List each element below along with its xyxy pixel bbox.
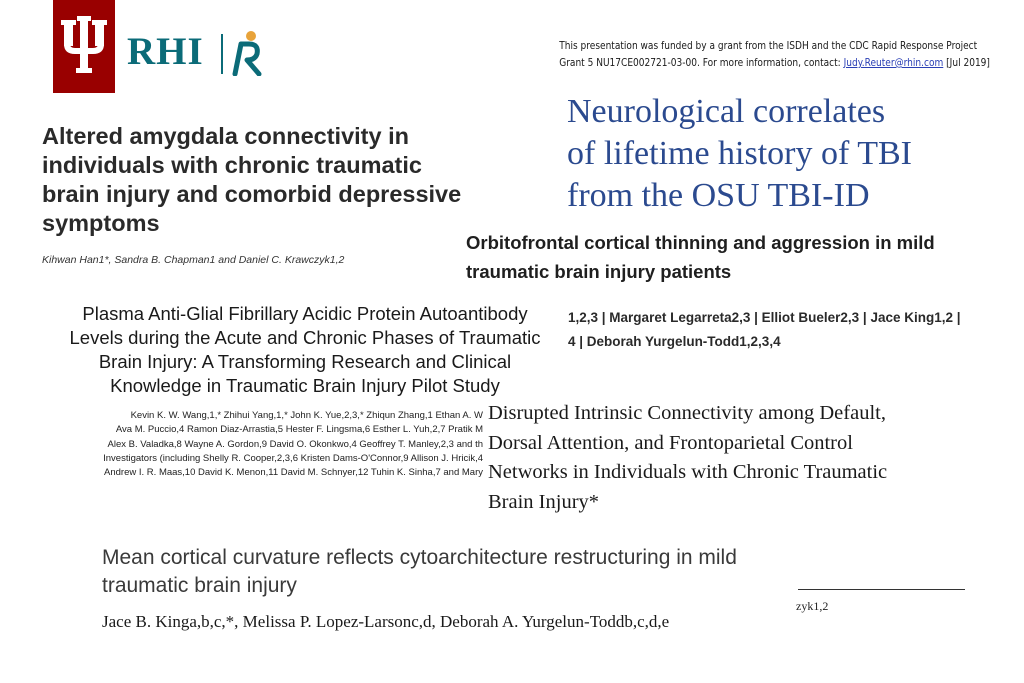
- author-line: 1,2,3 | Margaret Legarreta2,3 | Elliot Bueler2,3 | Jace King1,2 |: [568, 310, 961, 325]
- paper-amygdala-authors: Kihwan Han1*, Sandra B. Chapman1 and Daniel C. Krawczyk1,2: [42, 254, 345, 266]
- author-line: 4 | Deborah Yurgelun-Todd1,2,3,4: [568, 334, 781, 349]
- title-line: brain injury and comorbid depressive: [42, 181, 462, 207]
- title-line: traumatic brain injury: [102, 574, 297, 597]
- paper-gfap-authors: [43, 409, 483, 480]
- author-line: Andrew I. R. Maas,10 David K. Menon,11 David M. Schnyer,12 Tuhin K. Sinha,7 and Mary: [104, 467, 483, 479]
- funding-grant-text: Grant 5 NU17CE002721-03-00. For more information, contact:: [559, 57, 841, 69]
- title-line: Altered amygdala connectivity in: [42, 123, 409, 149]
- slide-title-line: of lifetime history of TBI: [567, 135, 912, 172]
- slide-title-line: Neurological correlates: [567, 93, 886, 130]
- title-line: Dorsal Attention, and Frontoparietal Control: [488, 431, 853, 454]
- funding-note: [559, 38, 990, 72]
- title-line: symptoms: [42, 210, 160, 236]
- funding-line-1: This presentation was funded by a grant from the ISDH and the CDC Rapid Response Project: [559, 40, 978, 52]
- title-line: Brain Injury: A Transforming Research and Clinical: [98, 351, 512, 372]
- slide-title-line: from the OSU TBI-ID: [567, 177, 870, 214]
- iu-trident-icon: [53, 0, 115, 93]
- fragment-author-text: zyk1,2: [796, 599, 829, 613]
- title-line: traumatic brain injury patients: [466, 261, 732, 282]
- title-line: Levels during the Acute and Chronic Phases of Traumatic: [69, 327, 541, 348]
- title-line: Disrupted Intrinsic Connectivity among Default,: [488, 402, 886, 424]
- paper-orbitofrontal-authors: [568, 306, 1018, 354]
- rhi-runner-icon: [229, 30, 265, 81]
- title-line: Brain Injury*: [488, 490, 600, 513]
- funding-date: [Jul 2019]: [946, 57, 990, 69]
- author-line: Kevin K. W. Wang,1,* Zhihui Yang,1,* John K. Yue,2,3,* Zhiqun Zhang,1 Ethan A. W: [130, 410, 483, 421]
- title-line: Mean cortical curvature reflects cytoarchitecture restructuring in mild: [102, 546, 737, 569]
- author-line: Alex B. Valadka,8 Wayne A. Gordon,9 David O. Okonkwo,4 Geoffrey T. Manley,2,3 and th: [107, 438, 483, 450]
- paper-orbitofrontal-title: [466, 228, 1006, 286]
- paper-intrinsic-title: [488, 399, 1008, 517]
- title-line: Orbitofrontal cortical thinning and aggression in mild: [466, 232, 935, 253]
- paper-gfap-title: [40, 302, 570, 398]
- rhi-logo-text: RHI: [127, 30, 204, 73]
- title-line: Knowledge in Traumatic Brain Injury Pilot Study: [110, 375, 500, 396]
- author-line: Ava M. Puccio,4 Ramon Diaz-Arrastia,5 Hester F. Lingsma,6 Esther L. Yuh,2,7 Pratik M: [115, 424, 483, 436]
- paper-curvature-authors: Jace B. Kinga,b,c,*, Melissa P. Lopez-Larsonc,d, Deborah A. Yurgelun-Toddb,c,d,e: [102, 612, 670, 631]
- author-line: Investigators (including Shelly R. Cooper,2,3,6 Kristen Dams-O'Connor,9 Allison J. Hricik,4: [103, 452, 483, 464]
- funding-line-2: [559, 55, 990, 72]
- title-line: Networks in Individuals with Chronic Traumatic: [488, 461, 888, 483]
- slide-title: [567, 91, 1007, 217]
- paper-amygdala-title: [42, 122, 542, 238]
- title-line: individuals with chronic traumatic: [42, 152, 422, 178]
- paper-curvature-title: [102, 544, 802, 600]
- iu-logo: [53, 0, 115, 93]
- contact-email-link[interactable]: Judy.Reuter@rhin.com: [843, 57, 944, 69]
- logo-divider: [221, 34, 223, 74]
- title-line: Plasma Anti-Glial Fibrillary Acidic Protein Autoantibody: [82, 303, 528, 324]
- fragment-rule: [798, 589, 965, 590]
